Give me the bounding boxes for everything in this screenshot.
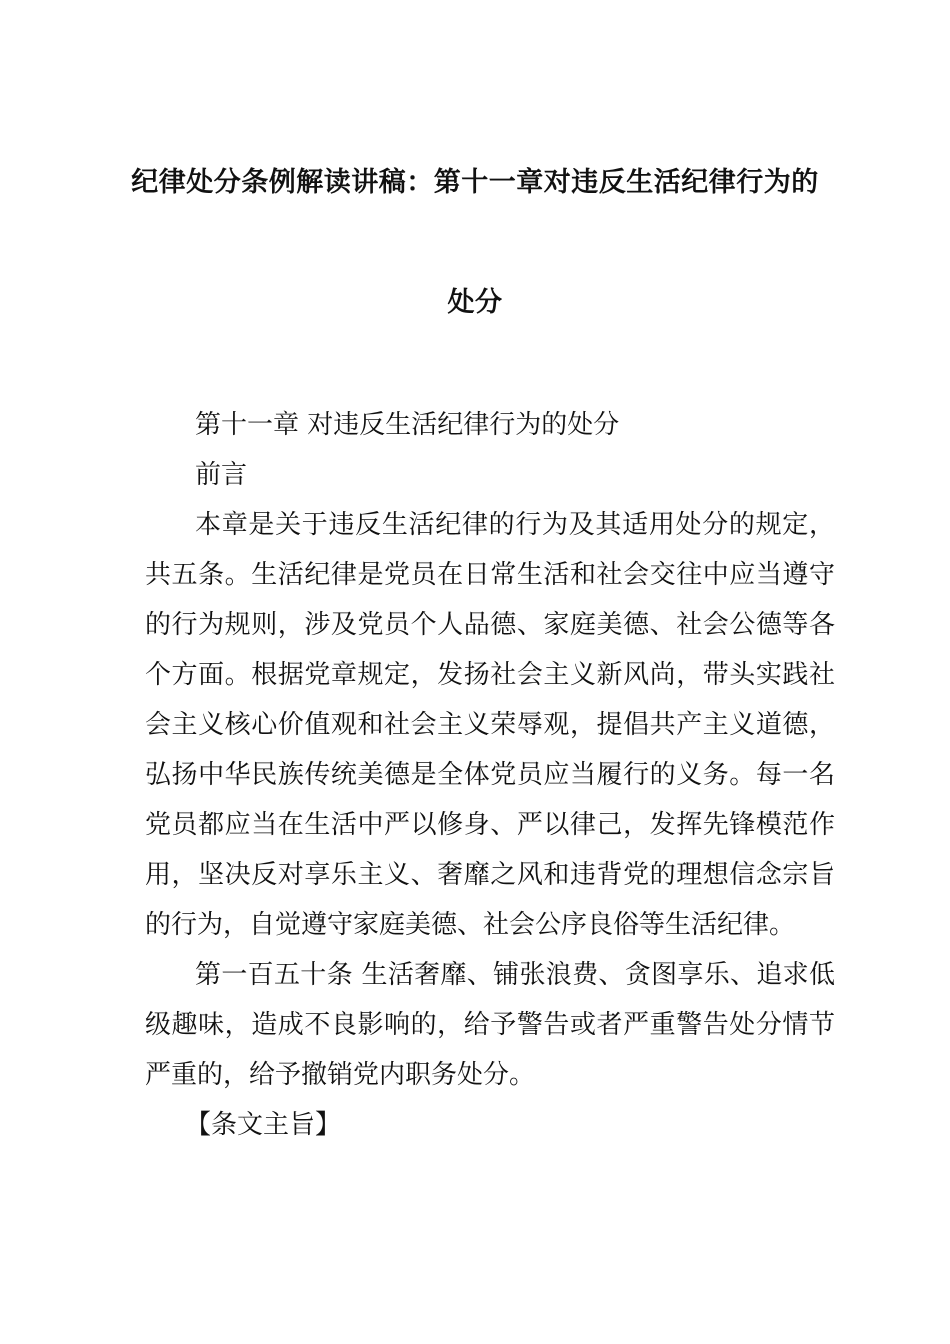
document-title-line-2: 处分 bbox=[447, 287, 503, 318]
article-150-paragraph: 第一百五十条 生活奢靡、铺张浪费、贪图享乐、追求低级趣味，造成不良影响的，给予警告或者严重警告处分情节严重的，给予撤销党内职务处分。 bbox=[145, 960, 835, 1090]
preface-heading: 前言 bbox=[195, 460, 248, 490]
section-label: 【条文主旨】 bbox=[185, 1110, 342, 1140]
chapter-heading: 第十一章 对违反生活纪律行为的处分 bbox=[195, 410, 620, 440]
document-title-line-1: 纪律处分条例解读讲稿：第十一章对违反生活纪律行为的 bbox=[131, 167, 819, 198]
preface-paragraph: 本章是关于违反生活纪律的行为及其适用处分的规定，共五条。生活纪律是党员在日常生活和社会交往中应当遵守的行为规则，涉及党员个人品德、家庭美德、社会公德等各个方面。根据党章规定，发扬社会主义新风尚，带头实践社会主义核心价值观和社会主义荣辱观，提倡共产主义道德，弘扬中华民族传统美德是全体党员应当履行的义务。每一名党员都应当在生活中严以修身、严以律己，发挥先锋模范作用，坚决反对享乐主义、奢靡之风和违背党的理想信念宗旨的行为，自觉遵守家庭美德、社会公序良俗等生活纪律。 bbox=[145, 510, 835, 940]
document-body bbox=[145, 400, 835, 1150]
